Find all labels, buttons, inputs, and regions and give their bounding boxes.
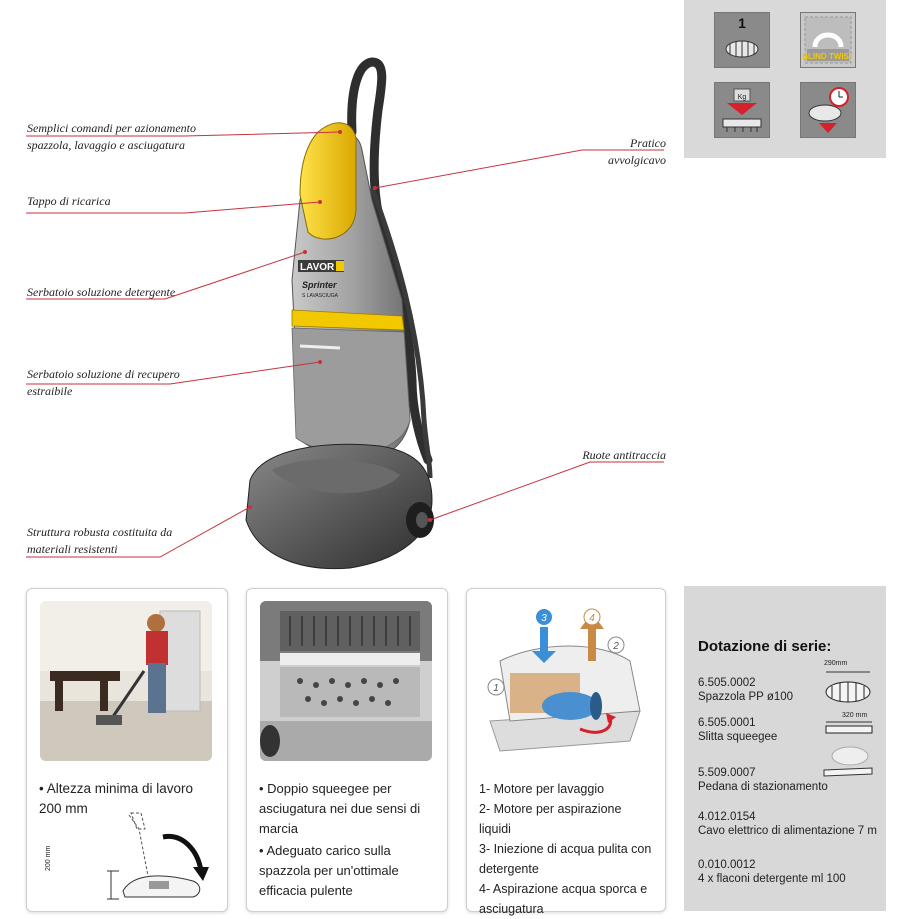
- machine-model-sub: S LAVASCIUGA: [302, 293, 338, 299]
- card3-item-3: 3- Iniezione di acqua pulita con detergente: [479, 842, 652, 876]
- dotazione-code: 5.509.0007: [698, 767, 756, 779]
- squeegee-icon: [824, 720, 874, 736]
- office-cleaning-photo: [40, 601, 212, 761]
- dotazione-code: 4.012.0154: [698, 811, 756, 823]
- machine-brand: LAVOR: [300, 262, 335, 273]
- card2-text: [259, 779, 435, 903]
- squeegee-dim-label: 320 mm: [842, 712, 868, 719]
- callout-struttura: Struttura robusta costituita da materiali resistenti: [27, 525, 173, 556]
- dotazione-desc: Pedana di stazionamento: [698, 781, 828, 793]
- diagram-number-3: 3: [541, 613, 547, 624]
- dotazione-desc: Cavo elettrico di alimentazione 7 m: [698, 825, 877, 837]
- dotazione-item: [698, 766, 838, 794]
- card1-bullet: • Altezza minima di lavoro 200 mm: [39, 781, 194, 816]
- parking-pad-icon: [822, 742, 874, 778]
- dotazione-item: [698, 858, 884, 886]
- dotazione-item: [698, 676, 822, 704]
- spec-icon-panel: [684, 0, 886, 158]
- dotazione-desc: Slitta squeegee: [698, 731, 778, 743]
- callout-avvolgicavo: Pratico avvolgicavo: [608, 136, 666, 167]
- squeegee-closeup-photo: [260, 601, 432, 761]
- dotazione-code: 0.010.0012: [698, 859, 756, 871]
- dotazione-desc: 4 x flaconi detergente ml 100: [698, 873, 846, 885]
- brush-count-label: 1: [738, 15, 746, 31]
- single-brush-icon: [714, 12, 770, 68]
- blind-twist-icon: [800, 12, 856, 68]
- diagram-number-2: 2: [613, 641, 619, 652]
- weight-unit-label: Kg: [737, 94, 747, 101]
- brush-pressure-icon: [714, 82, 770, 138]
- callout-ruote: Ruote antitraccia: [582, 448, 666, 462]
- dotazione-code: 6.505.0002: [698, 677, 756, 689]
- card-altezza: [26, 588, 228, 912]
- cleaning-cycle-diagram: [480, 601, 652, 761]
- callout-serbatoio-recupero: Serbatoio soluzione di recupero estraibile: [27, 367, 180, 398]
- card2-bullet-2: • Adeguato carico sulla spazzola per un'ottimale efficacia pulente: [259, 843, 399, 898]
- dotazione-title: Dotazione di serie:: [698, 638, 832, 655]
- card3-item-2: 2- Motore per aspirazione liquidi: [479, 802, 622, 836]
- card-squeegee: [246, 588, 448, 912]
- diagram-number-1: 1: [493, 683, 499, 694]
- card-funzionamento: [466, 588, 666, 916]
- min-height-diagram: [53, 811, 213, 907]
- card3-item-1: 1- Motore per lavaggio: [479, 782, 605, 796]
- callout-tappo: Tappo di ricarica: [27, 194, 111, 208]
- round-brush-icon: [820, 668, 876, 708]
- dotazione-item: [698, 810, 884, 838]
- callout-serbatoio-detergente: Serbatoio soluzione detergente: [27, 285, 176, 299]
- dotazione-item: [698, 716, 822, 744]
- blind-twist-label: BLIND TWIST: [802, 52, 854, 61]
- card3-list: [479, 779, 655, 919]
- dotazione-desc: Spazzola PP ø100: [698, 691, 794, 703]
- brush-rotation-icon: [800, 82, 856, 138]
- dimension-label: 200 mm: [45, 845, 52, 871]
- card2-bullet-1: • Doppio squeegee per asciugatura nei due sensi di marcia: [259, 781, 421, 836]
- card3-item-4: 4- Aspirazione acqua sporca e asciugatura: [479, 882, 648, 916]
- brush-dim-label: 290mm: [824, 660, 848, 667]
- dotazione-panel: [684, 586, 886, 911]
- callout-comandi: Semplici comandi per azionamento spazzola, lavaggio e asciugatura: [27, 121, 196, 152]
- dotazione-code: 6.505.0001: [698, 717, 756, 729]
- machine-model: Sprinter: [302, 280, 337, 290]
- diagram-number-4: 4: [589, 613, 595, 624]
